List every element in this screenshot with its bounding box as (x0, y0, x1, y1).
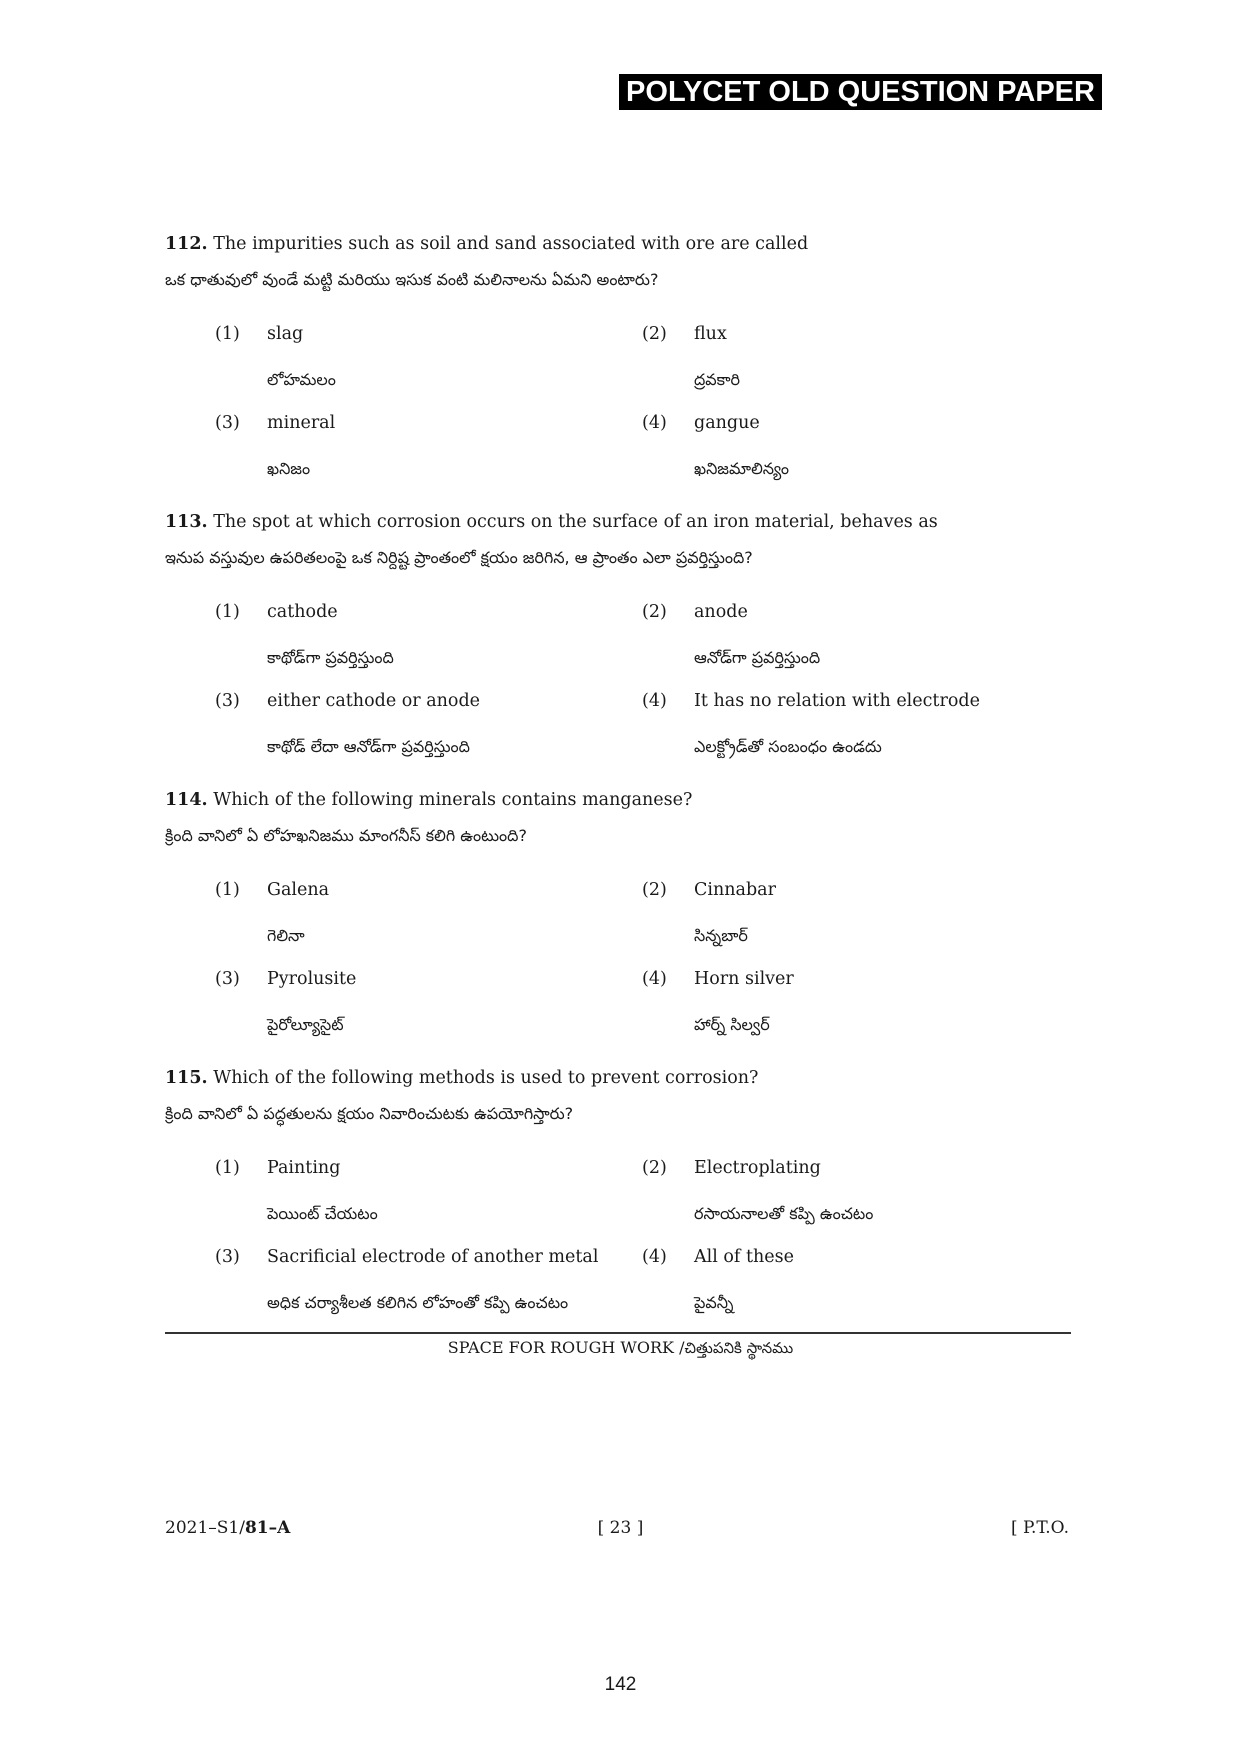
option-text-english: Pyrolusite (267, 969, 357, 989)
option-text-english: Galena (267, 880, 330, 900)
page-number: 142 (604, 1674, 637, 1695)
question-text (165, 512, 1085, 544)
option-text-telugu: ఖనిజం (267, 459, 311, 478)
option-number: (3) (215, 1247, 240, 1267)
option-text-english: All of these (694, 1247, 794, 1267)
page-banner: POLYCET OLD QUESTION PAPER (619, 74, 1102, 110)
option-text-telugu: ఖనిజమాలిన్యం (694, 459, 789, 478)
option-text-telugu: గెలినా (267, 926, 305, 945)
option-text-english: cathode (267, 602, 338, 622)
option-text-telugu: లోహమలం (267, 370, 336, 389)
option-number: (2) (642, 602, 667, 622)
option-number: (3) (215, 969, 240, 989)
question-115 (165, 1068, 1085, 1312)
question-113 (165, 512, 1085, 756)
option-text-english: Painting (267, 1158, 341, 1178)
question-text (165, 234, 1085, 266)
option-text-telugu: సిన్నబార్ (694, 926, 748, 945)
option-text-telugu: ఆనోడ్‌గా ప్రవర్తిస్తుంది (694, 648, 821, 667)
option-text-telugu: పైరోల్యూసైట్ (267, 1015, 344, 1034)
question-text-english: Which of the following minerals contains manganese? (213, 790, 693, 810)
option-number: (4) (642, 413, 667, 433)
option-number: (1) (215, 880, 240, 900)
option-number: (2) (642, 324, 667, 344)
question-text-english: The impurities such as soil and sand associated with ore are called (213, 234, 809, 254)
question-text (165, 790, 1085, 822)
option-text-english: It has no relation with electrode (694, 691, 980, 711)
option-text-english: Horn silver (694, 969, 794, 989)
option-number: (4) (642, 1247, 667, 1267)
option-text-english: Sacrificial electrode of another metal (267, 1247, 599, 1267)
sheet-page-number: [ 23 ] (597, 1518, 644, 1538)
option-text-telugu: కాథోడ్ లేదా ఆనోడ్‌గా ప్రవర్తిస్తుంది (267, 737, 470, 756)
question-number: 114. (165, 790, 208, 810)
option-text-english: anode (694, 602, 748, 622)
option-text-english: flux (694, 324, 727, 344)
option-text-telugu: ఎలక్ట్రోడ్‌తో సంబంధం ఉండదు (694, 737, 882, 756)
question-text (165, 1068, 1085, 1100)
option-number: (2) (642, 1158, 667, 1178)
option-text-telugu: కాథోడ్‌గా ప్రవర్తిస్తుంది (267, 648, 394, 667)
rough-work-telugu: చిత్తుపనికి స్థానము (684, 1339, 794, 1357)
option-number: (1) (215, 602, 240, 622)
option-number: (3) (215, 691, 240, 711)
question-text-telugu: క్రింది వానిలో ఏ పద్ధతులను క్షయం నివారించుటకు ఉపయోగిస్తారు? (165, 1104, 574, 1123)
option-number: (2) (642, 880, 667, 900)
question-text-telugu: ఒక ధాతువులో వుండే మట్టి మరియు ఇసుక వంటి మలినాలను ఏమని అంటారు? (165, 270, 659, 289)
pto-label: [ P.T.O. (1011, 1518, 1070, 1538)
question-number: 115. (165, 1068, 208, 1088)
question-text-english: Which of the following methods is used to prevent corrosion? (213, 1068, 759, 1088)
question-text-telugu: ఇనుప వస్తువుల ఉపరితలంపై ఒక నిర్దిష్ట ప్రాంతంలో క్షయం జరిగిన, ఆ ప్రాంతం ఎలా ప్రవర్తిస్తుంది? (165, 548, 753, 567)
paper-code-bold: 81–A (244, 1518, 291, 1538)
option-number: (1) (215, 324, 240, 344)
question-text-english: The spot at which corrosion occurs on the surface of an iron material, behaves as (213, 512, 938, 532)
question-112 (165, 234, 1085, 478)
option-text-telugu: పైవన్నీ (694, 1293, 734, 1312)
option-number: (3) (215, 413, 240, 433)
option-text-english: slag (267, 324, 304, 344)
rough-work-label (0, 1338, 1241, 1361)
option-text-english: gangue (694, 413, 760, 433)
option-number: (1) (215, 1158, 240, 1178)
question-number: 113. (165, 512, 208, 532)
option-text-english: either cathode or anode (267, 691, 480, 711)
paper-code-prefix: 2021–S1/ (165, 1518, 245, 1538)
question-114 (165, 790, 1085, 1034)
question-text-telugu: క్రింది వానిలో ఏ లోహఖనిజము మాంగనీస్ కలిగి ఉంటుంది? (165, 826, 527, 845)
option-text-telugu: అధిక చర్యాశీలత కలిగిన లోహంతో కప్పి ఉంచటం (267, 1293, 569, 1312)
question-number: 112. (165, 234, 208, 254)
option-number: (4) (642, 691, 667, 711)
option-text-telugu: హార్న్ సిల్వర్ (694, 1015, 770, 1034)
option-number: (4) (642, 969, 667, 989)
option-text-telugu: ద్రవకారి (694, 370, 741, 389)
rough-work-english: SPACE FOR ROUGH WORK / (447, 1338, 685, 1357)
option-text-telugu: రసాయనాలతో కప్పి ఉంచటం (694, 1204, 874, 1223)
option-text-english: Electroplating (694, 1158, 821, 1178)
option-text-english: mineral (267, 413, 336, 433)
option-text-english: Cinnabar (694, 880, 776, 900)
option-text-telugu: పెయింట్ చేయటం (267, 1204, 378, 1223)
divider-line (165, 1332, 1071, 1334)
